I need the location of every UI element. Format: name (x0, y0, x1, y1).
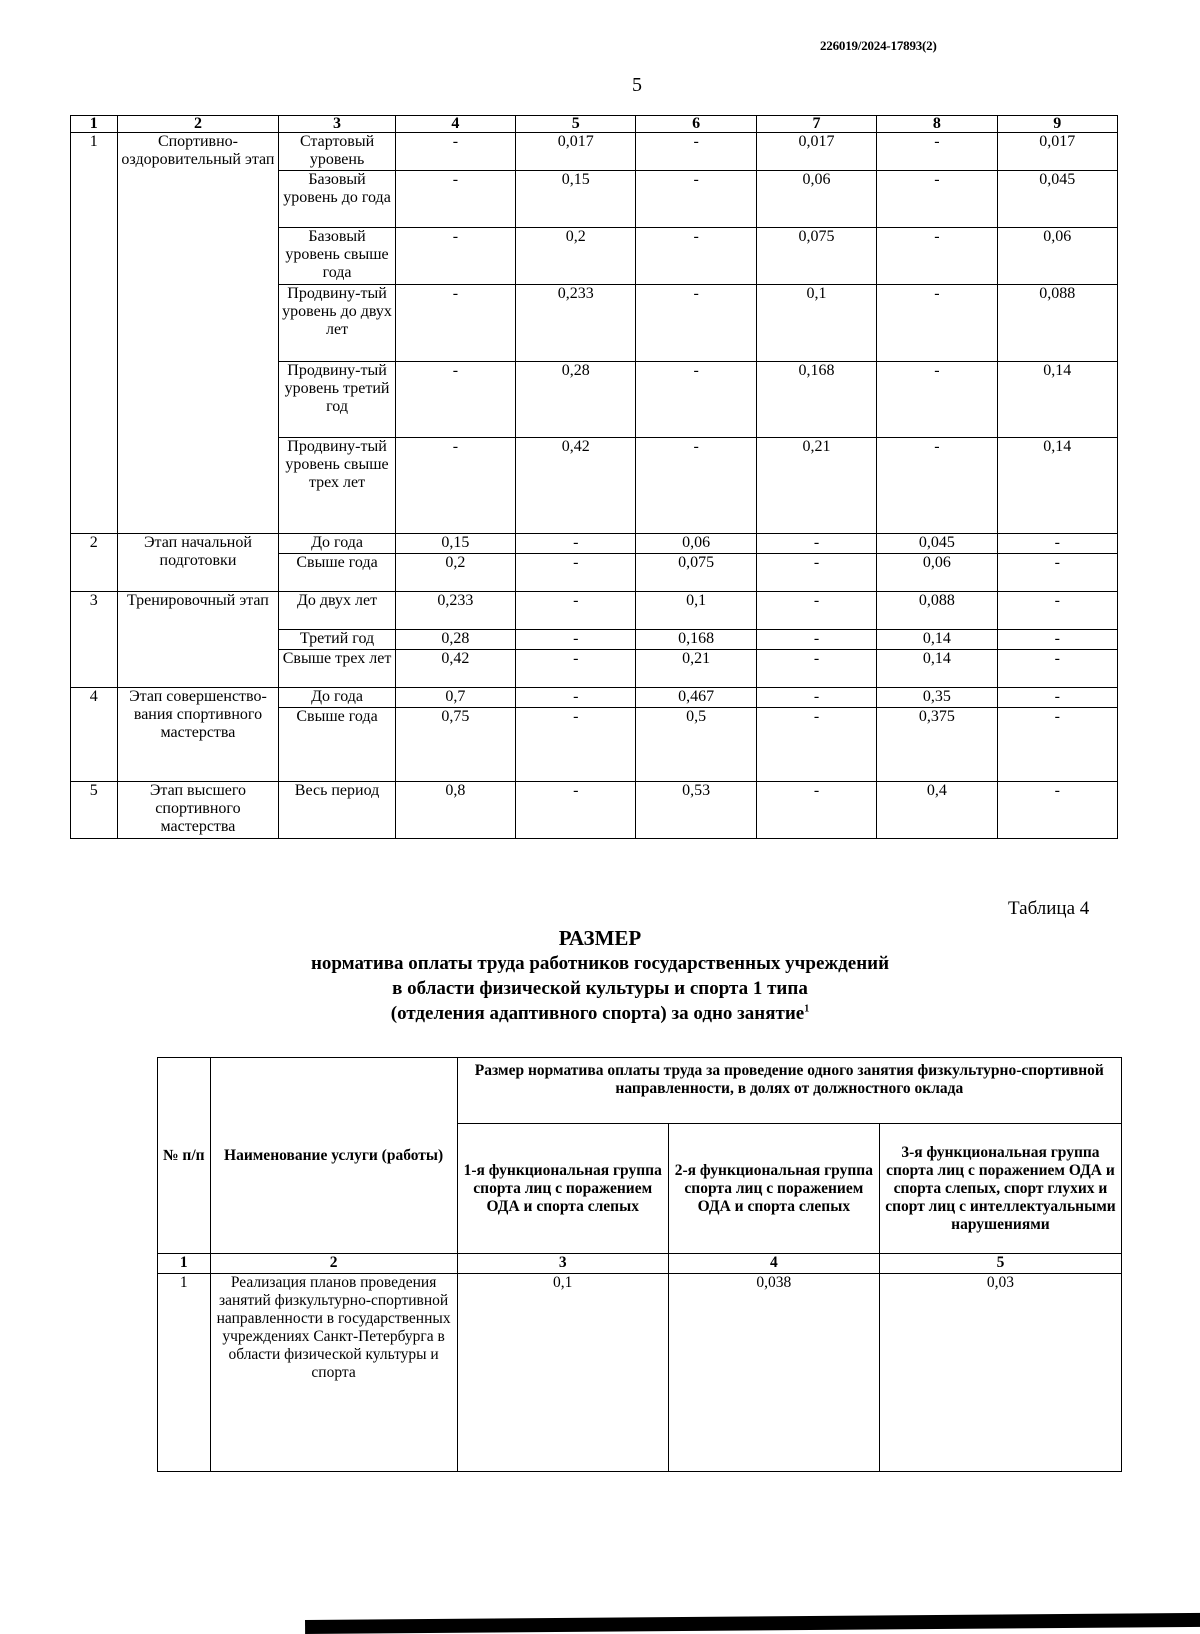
value-cell: - (997, 782, 1117, 839)
value-cell: 0,1 (756, 285, 876, 362)
value-cell: - (636, 285, 756, 362)
value-cell: 0,467 (636, 688, 756, 708)
value-cell: - (756, 688, 876, 708)
value-cell: 0,14 (877, 650, 997, 688)
value-cell: 0,14 (877, 630, 997, 650)
value-cell: - (997, 554, 1117, 592)
value-cell: 0,21 (756, 438, 876, 534)
col-number: 1 (158, 1254, 211, 1274)
table-row (71, 592, 1118, 630)
value-cell: 0,2 (395, 554, 515, 592)
level-name: До года (279, 534, 395, 554)
value-cell: 0,045 (997, 171, 1117, 228)
value-cell: - (395, 438, 515, 534)
header-row (158, 1058, 1122, 1124)
value-cell: 0,06 (756, 171, 876, 228)
value-cell: 0,075 (636, 554, 756, 592)
col-number: 5 (516, 116, 636, 133)
value-cell: - (516, 650, 636, 688)
value-cell: - (756, 650, 876, 688)
value-cell: - (997, 688, 1117, 708)
value-cell: 0,42 (395, 650, 515, 688)
value-cell: 0,21 (636, 650, 756, 688)
value-cell: - (395, 285, 515, 362)
value-cell: 0,03 (879, 1274, 1121, 1472)
header-service-name: Наименование услуги (работы) (210, 1058, 457, 1254)
row-number: 5 (71, 782, 118, 839)
header-group-2: 2-я функциональная группа спорта лиц с поражением ОДА и спорта слепых (668, 1124, 879, 1254)
value-cell: 0,168 (636, 630, 756, 650)
value-cell: - (516, 630, 636, 650)
row-number: 4 (71, 688, 118, 782)
table-row (71, 133, 1118, 171)
value-cell: 0,35 (877, 688, 997, 708)
col-number: 6 (636, 116, 756, 133)
header-number: № п/п (158, 1058, 211, 1254)
stage-name: Тренировочный этап (117, 592, 279, 688)
value-cell: - (877, 438, 997, 534)
value-cell: 0,233 (516, 285, 636, 362)
value-cell: 0,7 (395, 688, 515, 708)
column-number-row (158, 1254, 1122, 1274)
table-row (71, 534, 1118, 554)
col-number: 3 (457, 1254, 668, 1274)
value-cell: 0,5 (636, 708, 756, 782)
value-cell: 0,017 (997, 133, 1117, 171)
header-group-3: 3-я функциональная группа спорта лиц с поражением ОДА и спорта слепых, спорт глухих и спорт лиц с интеллектуальными нарушениями (879, 1124, 1121, 1254)
col-number: 9 (997, 116, 1117, 133)
value-cell: 0,14 (997, 362, 1117, 438)
col-number: 4 (668, 1254, 879, 1274)
value-cell: 0,075 (756, 228, 876, 285)
col-number: 4 (395, 116, 515, 133)
value-cell: - (756, 534, 876, 554)
value-cell: - (516, 592, 636, 630)
header-group-1: 1-я функциональная группа спорта лиц с поражением ОДА и спорта слепых (457, 1124, 668, 1254)
stage-name: Этап совершенство-вания спортивного мастерства (117, 688, 279, 782)
row-number: 1 (71, 133, 118, 534)
value-cell: 0,28 (395, 630, 515, 650)
level-name: Базовый уровень до года (279, 171, 395, 228)
col-number: 2 (117, 116, 279, 133)
table-subtitle-line1: норматива оплаты труда работников государственных учреждений (310, 953, 890, 974)
adaptive-sport-rates-table (157, 1057, 1122, 1472)
table-subtitle-line2: в области физической культуры и спорта 1 типа (392, 978, 808, 999)
value-cell: 0,375 (877, 708, 997, 782)
col-number: 2 (210, 1254, 457, 1274)
value-cell: 0,1 (457, 1274, 668, 1472)
level-name: Весь период (279, 782, 395, 839)
stage-name: Этап высшего спортивного мастерства (117, 782, 279, 839)
value-cell: 0,06 (997, 228, 1117, 285)
value-cell: - (636, 438, 756, 534)
value-cell: - (516, 554, 636, 592)
value-cell: - (395, 171, 515, 228)
value-cell: - (877, 133, 997, 171)
table-row (71, 688, 1118, 708)
value-cell: - (997, 534, 1117, 554)
value-cell: - (877, 171, 997, 228)
level-name: Стартовый уровень (279, 133, 395, 171)
value-cell: 0,088 (997, 285, 1117, 362)
value-cell: - (516, 708, 636, 782)
value-cell: - (636, 133, 756, 171)
value-cell: 0,8 (395, 782, 515, 839)
col-number: 3 (279, 116, 395, 133)
value-cell: - (636, 228, 756, 285)
table-row (158, 1274, 1122, 1472)
level-name: Свыше трех лет (279, 650, 395, 688)
value-cell: 0,06 (877, 554, 997, 592)
value-cell: - (756, 630, 876, 650)
value-cell: - (636, 362, 756, 438)
value-cell: 0,75 (395, 708, 515, 782)
col-number: 7 (756, 116, 876, 133)
level-name: Третий год (279, 630, 395, 650)
value-cell: 0,038 (668, 1274, 879, 1472)
value-cell: 0,42 (516, 438, 636, 534)
stage-name: Спортивно-оздоровительный этап (117, 133, 279, 534)
table-subtitle-line3 (0, 1003, 1200, 1025)
value-cell: - (756, 592, 876, 630)
col-number: 5 (879, 1254, 1121, 1274)
value-cell: 0,15 (516, 171, 636, 228)
col-number: 1 (71, 116, 118, 133)
page-number: 5 (632, 74, 642, 96)
table-row (71, 782, 1118, 839)
value-cell: - (756, 708, 876, 782)
value-cell: - (997, 650, 1117, 688)
level-name: Свыше года (279, 708, 395, 782)
value-cell: 0,088 (877, 592, 997, 630)
value-cell: - (997, 708, 1117, 782)
value-cell: - (997, 592, 1117, 630)
value-cell: - (636, 171, 756, 228)
value-cell: - (877, 285, 997, 362)
footnote-mark: 1 (804, 1003, 810, 1015)
value-cell: 0,53 (636, 782, 756, 839)
level-name: Продвину-тый уровень свыше трех лет (279, 438, 395, 534)
value-cell: 0,14 (997, 438, 1117, 534)
level-name: Базовый уровень свыше года (279, 228, 395, 285)
value-cell: - (516, 688, 636, 708)
table-label: Таблица 4 (1008, 898, 1090, 919)
row-number: 3 (71, 592, 118, 688)
header-group: Размер норматива оплаты труда за проведение одного занятия физкультурно-спортивной направленности, в долях от должностного оклада (457, 1058, 1121, 1124)
value-cell: 0,06 (636, 534, 756, 554)
scan-edge-artifact (305, 1613, 1200, 1634)
level-name: До года (279, 688, 395, 708)
value-cell: 0,1 (636, 592, 756, 630)
value-cell: 0,15 (395, 534, 515, 554)
value-cell: 0,017 (756, 133, 876, 171)
value-cell: - (395, 133, 515, 171)
level-name: До двух лет (279, 592, 395, 630)
value-cell: - (756, 554, 876, 592)
value-cell: 0,4 (877, 782, 997, 839)
value-cell: - (395, 362, 515, 438)
value-cell: - (516, 782, 636, 839)
value-cell: - (516, 534, 636, 554)
stage-name: Этап начальной подготовки (117, 534, 279, 592)
level-name: Свыше года (279, 554, 395, 592)
value-cell: 0,2 (516, 228, 636, 285)
column-number-row (71, 116, 1118, 133)
row-number: 2 (71, 534, 118, 592)
value-cell: 0,017 (516, 133, 636, 171)
level-name: Продвину-тый уровень третий год (279, 362, 395, 438)
value-cell: - (395, 228, 515, 285)
document-registration-number: 226019/2024-17893(2) (820, 38, 937, 53)
value-cell: - (877, 228, 997, 285)
value-cell: 0,28 (516, 362, 636, 438)
table-title: РАЗМЕР (558, 926, 642, 950)
subtitle-text: (отделения адаптивного спорта) за одно занятие (390, 1003, 805, 1024)
value-cell: 0,168 (756, 362, 876, 438)
value-cell: 0,233 (395, 592, 515, 630)
rates-by-stage-table (70, 115, 1118, 839)
value-cell: - (997, 630, 1117, 650)
level-name: Продвину-тый уровень до двух лет (279, 285, 395, 362)
row-number: 1 (158, 1274, 211, 1472)
value-cell: - (877, 362, 997, 438)
value-cell: 0,045 (877, 534, 997, 554)
value-cell: - (756, 782, 876, 839)
service-name: Реализация планов проведения занятий физкультурно-спортивной направленности в государственных учреждениях Санкт-Петербурга в области физической культуры и спорта (210, 1274, 457, 1472)
col-number: 8 (877, 116, 997, 133)
